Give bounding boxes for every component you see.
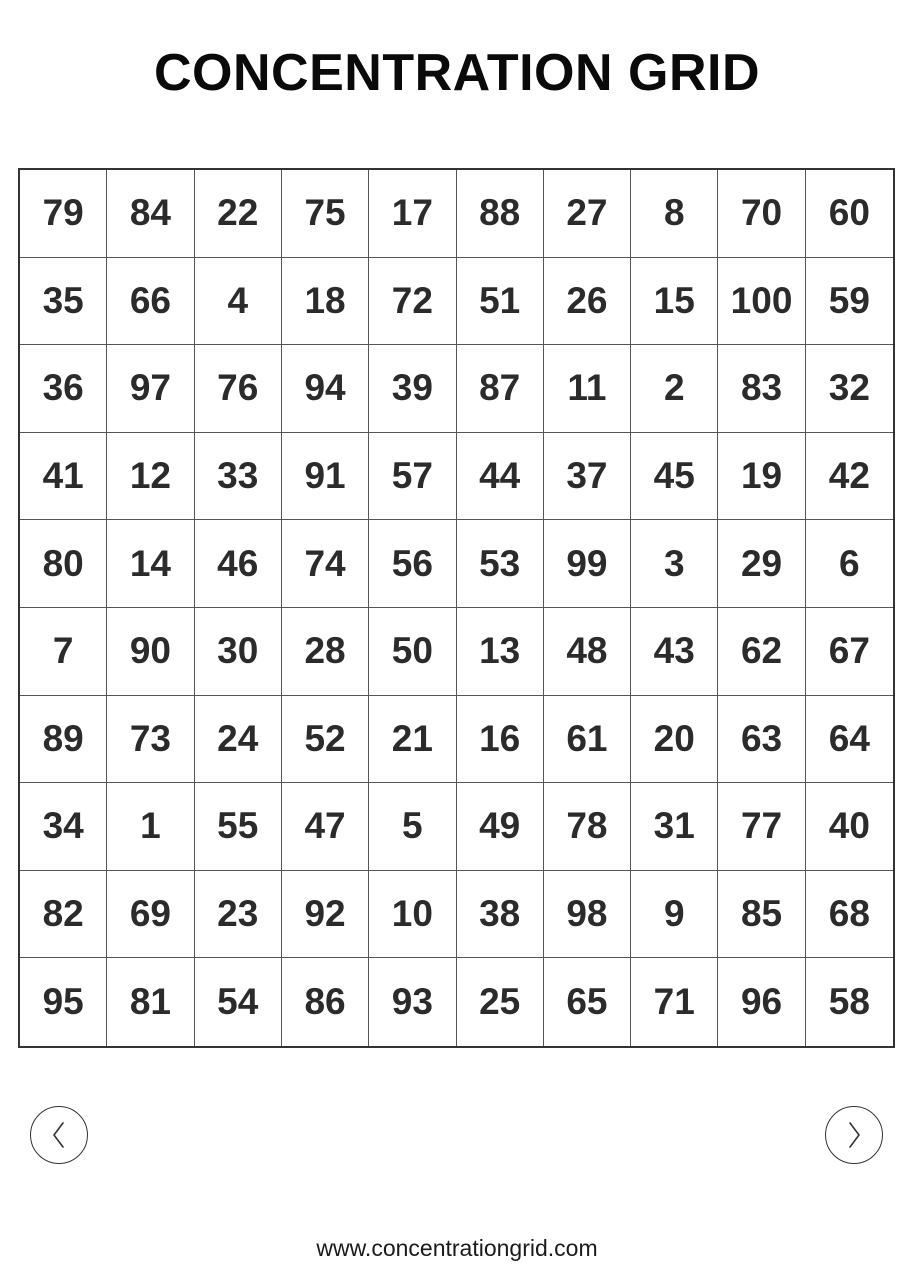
grid-cell[interactable]: 26: [544, 258, 631, 346]
grid-cell[interactable]: 67: [806, 608, 893, 696]
grid-cell[interactable]: 82: [20, 871, 107, 959]
grid-cell[interactable]: 39: [369, 345, 456, 433]
grid-cell[interactable]: 68: [806, 871, 893, 959]
grid-cell[interactable]: 19: [718, 433, 805, 521]
grid-cell[interactable]: 15: [631, 258, 718, 346]
grid-cell[interactable]: 29: [718, 520, 805, 608]
grid-cell[interactable]: 79: [20, 170, 107, 258]
grid-cell[interactable]: 59: [806, 258, 893, 346]
grid-cell[interactable]: 37: [544, 433, 631, 521]
grid-cell[interactable]: 78: [544, 783, 631, 871]
grid-cell[interactable]: 23: [195, 871, 282, 959]
grid-cell[interactable]: 16: [457, 696, 544, 784]
grid-cell[interactable]: 36: [20, 345, 107, 433]
grid-cell[interactable]: 50: [369, 608, 456, 696]
grid-cell[interactable]: 28: [282, 608, 369, 696]
grid-cell[interactable]: 30: [195, 608, 282, 696]
grid-cell[interactable]: 21: [369, 696, 456, 784]
grid-cell[interactable]: 45: [631, 433, 718, 521]
grid-cell[interactable]: 95: [20, 958, 107, 1046]
grid-cell[interactable]: 96: [718, 958, 805, 1046]
number-grid: [18, 168, 895, 1048]
grid-cell[interactable]: 71: [631, 958, 718, 1046]
grid-cell[interactable]: 14: [107, 520, 194, 608]
grid-cell[interactable]: 40: [806, 783, 893, 871]
grid-cell[interactable]: 89: [20, 696, 107, 784]
grid-cell[interactable]: 35: [20, 258, 107, 346]
grid-cell[interactable]: 87: [457, 345, 544, 433]
grid-cell[interactable]: 55: [195, 783, 282, 871]
grid-cell[interactable]: 18: [282, 258, 369, 346]
grid-cell[interactable]: 24: [195, 696, 282, 784]
grid-cell[interactable]: 49: [457, 783, 544, 871]
grid-cell[interactable]: 31: [631, 783, 718, 871]
grid-cell[interactable]: 1: [107, 783, 194, 871]
page-title: CONCENTRATION GRID: [153, 44, 760, 102]
grid-cell[interactable]: 22: [195, 170, 282, 258]
grid-cell[interactable]: 47: [282, 783, 369, 871]
grid-cell[interactable]: 73: [107, 696, 194, 784]
grid-cell[interactable]: 91: [282, 433, 369, 521]
grid-cell[interactable]: 25: [457, 958, 544, 1046]
grid-cell[interactable]: 60: [806, 170, 893, 258]
grid-cell[interactable]: 54: [195, 958, 282, 1046]
grid-cell[interactable]: 33: [195, 433, 282, 521]
grid-cell[interactable]: 76: [195, 345, 282, 433]
grid-cell[interactable]: 63: [718, 696, 805, 784]
footer-url[interactable]: www.concentrationgrid.com: [316, 1235, 598, 1261]
grid-cell[interactable]: 13: [457, 608, 544, 696]
grid-cell[interactable]: 17: [369, 170, 456, 258]
grid-cell[interactable]: 51: [457, 258, 544, 346]
grid-cell[interactable]: 75: [282, 170, 369, 258]
grid-cell[interactable]: 86: [282, 958, 369, 1046]
grid-cell[interactable]: 2: [631, 345, 718, 433]
grid-cell[interactable]: 83: [718, 345, 805, 433]
grid-cell[interactable]: 27: [544, 170, 631, 258]
grid-cell[interactable]: 69: [107, 871, 194, 959]
grid-cell[interactable]: 9: [631, 871, 718, 959]
grid-cell[interactable]: 6: [806, 520, 893, 608]
grid-cell[interactable]: 64: [806, 696, 893, 784]
grid-cell[interactable]: 8: [631, 170, 718, 258]
grid-cell[interactable]: 65: [544, 958, 631, 1046]
grid-cell[interactable]: 32: [806, 345, 893, 433]
chevron-right-icon: [844, 1119, 864, 1151]
grid-cell[interactable]: 52: [282, 696, 369, 784]
grid-cell[interactable]: 38: [457, 871, 544, 959]
grid-cell[interactable]: 74: [282, 520, 369, 608]
grid-cell[interactable]: 10: [369, 871, 456, 959]
grid-cell[interactable]: 72: [369, 258, 456, 346]
grid-cell[interactable]: 44: [457, 433, 544, 521]
grid-cell[interactable]: 34: [20, 783, 107, 871]
chevron-left-icon: [49, 1119, 69, 1151]
grid-cell[interactable]: 77: [718, 783, 805, 871]
grid-cell[interactable]: 81: [107, 958, 194, 1046]
grid-cell[interactable]: 62: [718, 608, 805, 696]
grid-cell[interactable]: 56: [369, 520, 456, 608]
grid-cell[interactable]: 84: [107, 170, 194, 258]
grid-cell[interactable]: 88: [457, 170, 544, 258]
grid-cell[interactable]: 4: [195, 258, 282, 346]
grid-cell[interactable]: 41: [20, 433, 107, 521]
grid-cell[interactable]: 5: [369, 783, 456, 871]
grid-cell[interactable]: 92: [282, 871, 369, 959]
grid-cell[interactable]: 43: [631, 608, 718, 696]
grid-cell[interactable]: 100: [718, 258, 805, 346]
grid-cell[interactable]: 85: [718, 871, 805, 959]
grid-cell[interactable]: 66: [107, 258, 194, 346]
grid-cell[interactable]: 42: [806, 433, 893, 521]
grid-cell[interactable]: 93: [369, 958, 456, 1046]
grid-cell[interactable]: 11: [544, 345, 631, 433]
grid-cell[interactable]: 20: [631, 696, 718, 784]
grid-cell[interactable]: 48: [544, 608, 631, 696]
next-button[interactable]: [825, 1106, 883, 1164]
grid-cell[interactable]: 12: [107, 433, 194, 521]
grid-cell[interactable]: 7: [20, 608, 107, 696]
grid-cell[interactable]: 53: [457, 520, 544, 608]
grid-cell[interactable]: 99: [544, 520, 631, 608]
grid-cell[interactable]: 46: [195, 520, 282, 608]
grid-cell[interactable]: 98: [544, 871, 631, 959]
grid-cell[interactable]: 90: [107, 608, 194, 696]
grid-cell[interactable]: 94: [282, 345, 369, 433]
grid-cell[interactable]: 61: [544, 696, 631, 784]
grid-cell[interactable]: 70: [718, 170, 805, 258]
grid-cell[interactable]: 3: [631, 520, 718, 608]
previous-button[interactable]: [30, 1106, 88, 1164]
grid-cell[interactable]: 58: [828, 981, 870, 1023]
grid-cell[interactable]: 97: [107, 345, 194, 433]
grid-cell[interactable]: 57: [369, 433, 456, 521]
grid-cell[interactable]: 80: [20, 520, 107, 608]
